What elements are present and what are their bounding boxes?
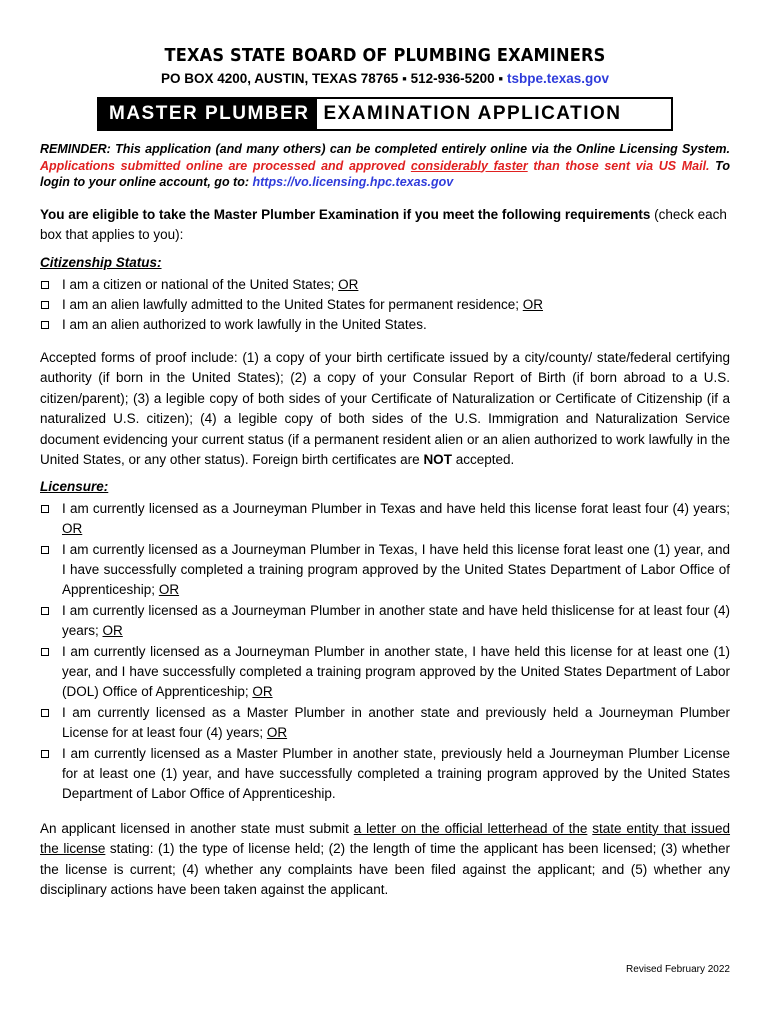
proof-text: Accepted forms of proof include: (1) a copy of your birth certificate issued by a city/county/ state/federal certifying authority (if born in the United States); (2) a copy of your Consular Report of Birth (if born abroad to a U.S. citizen/parent); (3) a legible copy of both sides of your Certificate of Naturalization or Certificate of Citizenship (if a naturalized U.S. citizen); (4) a legible copy of both sides of the U.S. Immigration and Naturalization Service document evidencing your current status (if a permanent resident alien or an alien authorized to work lawfully in the United States, or any other status). Foreign birth certificates are bbox=[40, 349, 730, 468]
proof-end: accepted. bbox=[451, 452, 515, 468]
letterhead-requirement: a letter on the official letterhead of the bbox=[353, 820, 588, 836]
board-title: TEXAS STATE BOARD OF PLUMBING EXAMINERS bbox=[164, 45, 606, 66]
checkbox-journeyman-other-4yr[interactable] bbox=[41, 607, 49, 615]
citizenship-option-3 bbox=[40, 315, 730, 335]
licensure-option-5 bbox=[40, 703, 730, 744]
checkbox-journeyman-tx-4yr[interactable] bbox=[41, 505, 49, 513]
banner-form-name: EXAMINATION APPLICATION bbox=[323, 103, 622, 124]
applicant-text: An applicant licensed in another state must submit bbox=[40, 820, 354, 836]
or-label: OR bbox=[252, 684, 273, 700]
or-label: OR bbox=[62, 521, 83, 537]
checkbox-citizen[interactable] bbox=[41, 281, 49, 289]
or-label: OR bbox=[522, 296, 543, 312]
banner-license-type: MASTER PLUMBER bbox=[99, 99, 317, 129]
application-page bbox=[40, 44, 730, 901]
reminder-mail-text: than those sent via US Mail. bbox=[527, 158, 710, 173]
reminder-login-text: To login to your online account, go to: bbox=[40, 158, 730, 189]
option-text: I am currently licensed as a Master Plumber in another state, previously held a Journeyman Plumber License for at least one (1) year, and have successfully completed a training program approved by the United States Department of Labor Office of Apprenticeship. bbox=[62, 745, 730, 802]
citizenship-option-2 bbox=[40, 295, 730, 315]
reminder-faster-text: Applications submitted online are processed and approved bbox=[40, 158, 411, 173]
proof-paragraph bbox=[40, 348, 730, 471]
applicant-paragraph bbox=[40, 819, 730, 901]
reminder-text: REMINDER: This application (and many others) can be completed entirely online via the Online Licensing System. bbox=[40, 142, 730, 156]
issuing-entity-requirement: state entity that issued the license bbox=[40, 820, 731, 857]
checkbox-permanent-resident[interactable] bbox=[41, 301, 49, 309]
citizenship-checklist bbox=[40, 275, 730, 336]
option-text: I am currently licensed as a Journeyman Plumber in another state, I have held this license for at least one (1) year, and I have successfully completed a training program approved by the United States Department of Labor (DOL) Office of Apprenticeship; bbox=[62, 643, 730, 700]
option-text: I am a citizen or national of the United States; bbox=[62, 276, 339, 292]
licensure-option-6 bbox=[40, 744, 730, 805]
licensure-option-1 bbox=[40, 499, 730, 540]
board-address bbox=[40, 69, 730, 89]
option-text: I am currently licensed as a Journeyman Plumber in Texas, I have held this license forat least one (1) year, and I have successfully completed a training program approved by the United States Department of Labor Office of Apprenticeship; bbox=[62, 541, 730, 598]
checkbox-journeyman-tx-1yr-training[interactable] bbox=[41, 546, 49, 554]
form-title-banner bbox=[97, 97, 673, 131]
checkbox-master-other-1yr-training[interactable] bbox=[41, 750, 49, 758]
revision-date: Revised February 2022 bbox=[626, 964, 730, 975]
eligibility-heading: You are eligible to take the Master Plumber Examination if you meet the following requirements bbox=[40, 206, 651, 222]
proof-not: NOT bbox=[423, 452, 452, 468]
applicant-details: stating: (1) the type of license held; (2) the length of time the applicant has been licensed; (3) whether the license is current; (4) whether any complaints have been filed against the applicant; and (5) whether any disciplinary actions have been taken against the applicant. bbox=[40, 841, 731, 898]
licensure-option-2 bbox=[40, 540, 730, 601]
citizenship-section-title: Citizenship Status: bbox=[40, 254, 162, 270]
or-label: OR bbox=[158, 582, 180, 598]
checkbox-master-other-4yr[interactable] bbox=[41, 709, 49, 717]
reminder-emphasis: considerably faster bbox=[410, 158, 528, 173]
option-text: I am currently licensed as a Journeyman Plumber in another state and have held thislicense for at least four (4) years; bbox=[62, 602, 730, 639]
option-text: I am an alien authorized to work lawfully in the United States. bbox=[62, 317, 427, 333]
checkbox-work-authorized[interactable] bbox=[41, 321, 49, 329]
eligibility-instruction: (check each box that applies to you): bbox=[40, 206, 727, 242]
or-label: OR bbox=[266, 725, 288, 741]
option-text: I am currently licensed as a Master Plumber in another state and previously held a Journeyman Plumber License for at least four (4) years; bbox=[62, 704, 730, 741]
licensure-checklist bbox=[40, 499, 730, 805]
website-link[interactable]: tsbpe.texas.gov bbox=[506, 71, 610, 86]
checkbox-journeyman-other-1yr-training[interactable] bbox=[41, 648, 49, 656]
online-reminder bbox=[40, 141, 730, 191]
or-label: OR bbox=[102, 623, 123, 639]
licensure-section-title: Licensure: bbox=[40, 478, 109, 494]
licensure-option-4 bbox=[40, 642, 730, 703]
option-text: I am an alien lawfully admitted to the United States for permanent residence; bbox=[62, 296, 523, 312]
or-label: OR bbox=[338, 276, 359, 292]
eligibility-intro bbox=[40, 205, 730, 245]
address-text: PO BOX 4200, AUSTIN, TEXAS 78765 ▪ 512-936-5200 ▪ bbox=[160, 71, 507, 86]
citizenship-option-1 bbox=[40, 275, 730, 295]
online-licensing-link[interactable]: https://vo.licensing.hpc.texas.gov bbox=[252, 175, 454, 189]
licensure-option-3 bbox=[40, 601, 730, 642]
option-text: I am currently licensed as a Journeyman Plumber in Texas and have held this license forat least four (4) years; bbox=[62, 500, 730, 516]
